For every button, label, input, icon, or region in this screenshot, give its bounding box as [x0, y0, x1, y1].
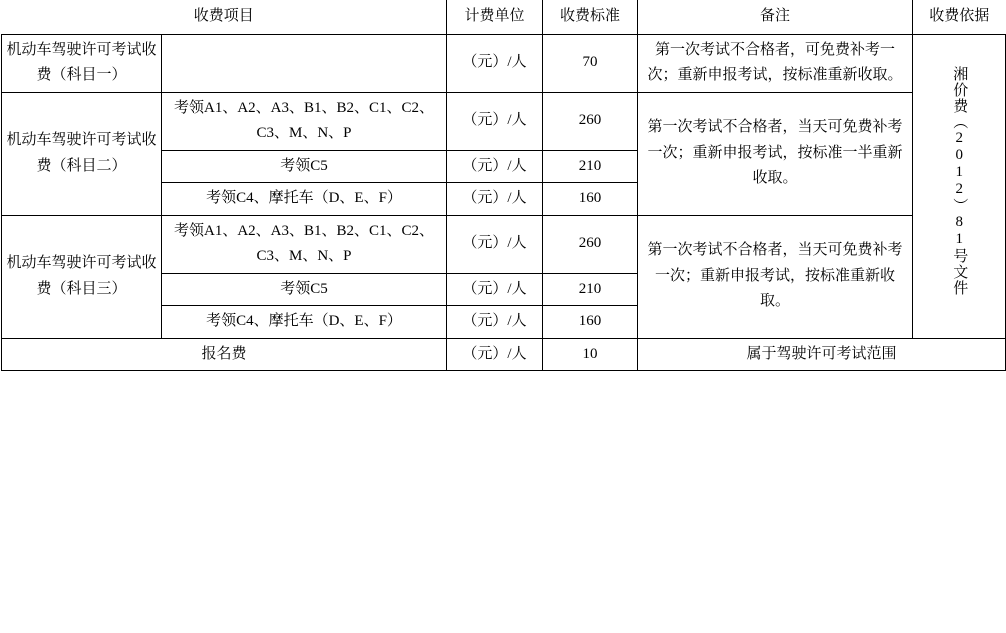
fee-table	[1, 0, 1006, 371]
registration-fee-remark: 属于驾驶许可考试范围	[638, 338, 1006, 371]
sub-item-subject-3-row-3: 考领C4、摩托车（D、E、F）	[162, 306, 447, 339]
unit-subject-2-row-1: （元）/人	[447, 92, 543, 150]
registration-fee-standard: 10	[543, 338, 638, 371]
header-standard: 收费标准	[543, 0, 638, 34]
unit-subject-3-row-1: （元）/人	[447, 215, 543, 273]
registration-fee-unit: （元）/人	[447, 338, 543, 371]
remark-subject-2: 第一次考试不合格者，当天可免费补考一次；重新申报考试，按标准一半重新收取。	[638, 92, 913, 215]
sub-item-subject-2-row-3: 考领C4、摩托车（D、E、F）	[162, 183, 447, 216]
table-row	[2, 34, 1006, 92]
table-row	[2, 92, 1006, 150]
group-name-subject-3: 机动车驾驶许可考试收费（科目三）	[2, 215, 162, 338]
unit-subject-2-row-3: （元）/人	[447, 183, 543, 216]
standard-subject-1-row-1: 70	[543, 34, 638, 92]
unit-subject-2-row-2: （元）/人	[447, 150, 543, 183]
group-name-subject-2: 机动车驾驶许可考试收费（科目二）	[2, 92, 162, 215]
sub-item-subject-2-row-1: 考领A1、A2、A3、B1、B2、C1、C2、C3、M、N、P	[162, 92, 447, 150]
header-basis: 收费依据	[913, 0, 1006, 34]
table-row	[2, 215, 1006, 273]
standard-subject-2-row-2: 210	[543, 150, 638, 183]
sub-item-subject-2-row-2: 考领C5	[162, 150, 447, 183]
fee-basis-cell	[913, 34, 1006, 338]
standard-subject-3-row-1: 260	[543, 215, 638, 273]
sub-item-subject-1-row-1	[162, 34, 447, 92]
standard-subject-3-row-2: 210	[543, 273, 638, 306]
sub-item-subject-3-row-1: 考领A1、A2、A3、B1、B2、C1、C2、C3、M、N、P	[162, 215, 447, 273]
remark-subject-3: 第一次考试不合格者，当天可免费补考一次；重新申报考试，按标准重新收取。	[638, 215, 913, 338]
fee-basis-text: 湘价费（2012）81号文件	[951, 66, 968, 297]
remark-subject-1: 第一次考试不合格者，可免费补考一次；重新申报考试，按标准重新收取。	[638, 34, 913, 92]
standard-subject-2-row-1: 260	[543, 92, 638, 150]
header-unit: 计费单位	[447, 0, 543, 34]
standard-subject-2-row-3: 160	[543, 183, 638, 216]
header-remark: 备注	[638, 0, 913, 34]
standard-subject-3-row-3: 160	[543, 306, 638, 339]
unit-subject-3-row-2: （元）/人	[447, 273, 543, 306]
group-name-subject-1: 机动车驾驶许可考试收费（科目一）	[2, 34, 162, 92]
sub-item-subject-3-row-2: 考领C5	[162, 273, 447, 306]
unit-subject-1-row-1: （元）/人	[447, 34, 543, 92]
unit-subject-3-row-3: （元）/人	[447, 306, 543, 339]
registration-fee-name: 报名费	[2, 338, 447, 371]
header-item: 收费项目	[2, 0, 447, 34]
table-row-registration-fee	[2, 338, 1006, 371]
table-header-row	[2, 0, 1006, 34]
